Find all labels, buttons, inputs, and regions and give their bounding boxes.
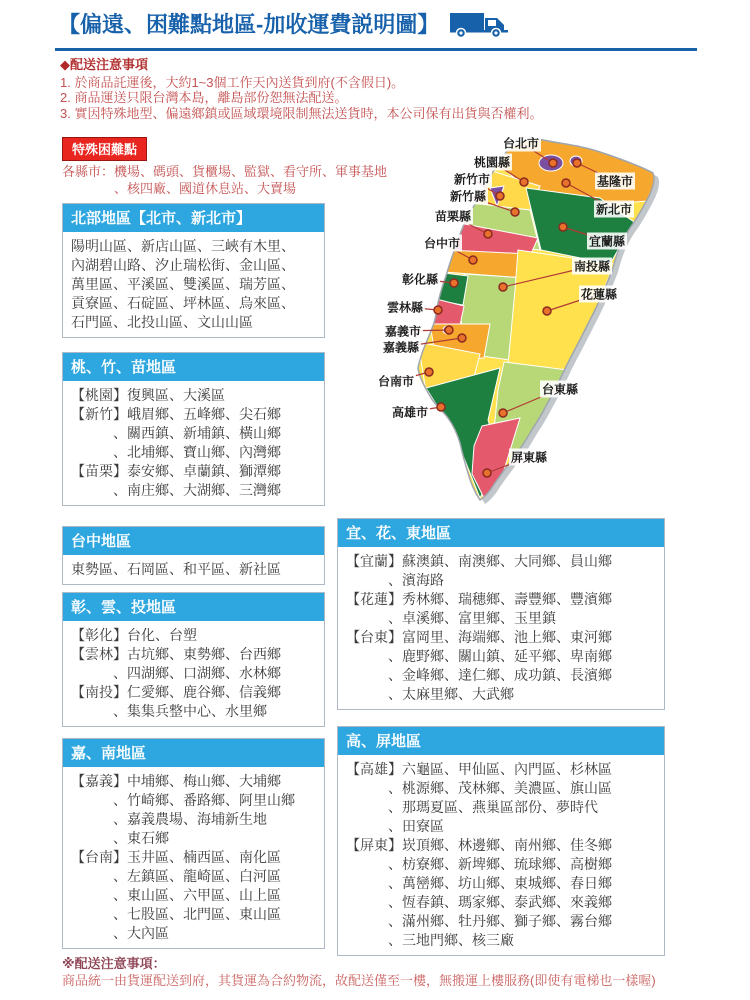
region-box-body	[63, 381, 324, 505]
region-box-yi-hua-dong	[337, 518, 665, 710]
text-line: 石門區、北投山區、文山山區	[71, 314, 253, 330]
map-dot	[511, 208, 519, 216]
text-line: 內湖碧山路、汐止瑞松街、金山區、	[71, 257, 295, 273]
text-line: 、滿州鄉、牡丹鄉、獅子鄉、霧台鄉	[346, 913, 612, 929]
text-line: 【彰化】台化、台塑	[71, 627, 197, 643]
text-line: 、七股區、北門區、東山區	[71, 906, 281, 922]
text-line: 各縣市：機場、碼頭、貨櫃場、監獄、看守所、軍事基地	[62, 164, 388, 179]
text-line: 、東山區、六甲區、山上區	[71, 887, 281, 903]
text-line: 、大內區	[71, 925, 169, 941]
special-difficult-points	[62, 137, 387, 197]
text-line: 2. 商品運送只限台灣本島，離島部份恕無法配送。	[60, 90, 348, 105]
text-line: 、關西鎮、新埔鎮、橫山鄉	[71, 425, 281, 441]
map-dot	[562, 179, 570, 187]
map-label: 新北市	[595, 202, 633, 217]
map-label: 花蓮縣	[580, 287, 618, 302]
text-line: 【台南】玉井區、楠西區、南化區	[71, 849, 281, 865]
region-box-gao-ping	[337, 726, 665, 956]
text-line: 【桃園】復興區、大溪區	[71, 387, 225, 403]
map-dot	[573, 159, 581, 167]
region-box-chia-nan	[62, 738, 325, 949]
text-line: 、核四廠、國道休息站、大賣場	[62, 180, 297, 196]
region-box-title: 桃、竹、苗地區	[63, 353, 324, 381]
map-label: 台東縣	[541, 382, 579, 397]
title-divider	[55, 48, 697, 51]
text-line: 萬里區、平溪區、雙溪區、瑞芳區、	[71, 276, 295, 292]
text-line: 、恆春鎮、瑪家鄉、泰武鄉、來義鄉	[346, 894, 612, 910]
region-box-title: 宜、花、東地區	[338, 519, 664, 547]
map-label: 南投縣	[573, 259, 611, 274]
text-line: 、集集兵整中心、水里鄉	[71, 703, 267, 719]
map-dot	[499, 409, 507, 417]
region-box-tao-chu-miao	[62, 352, 325, 506]
map-label: 嘉義縣	[382, 340, 420, 355]
region-box-body	[63, 555, 324, 584]
map-dot	[543, 307, 551, 315]
text-line: 、三地門鄉、核三廠	[346, 932, 514, 948]
text-line: 1. 於商品託運後，大約1~3個工作天內送貨到府(不含假日)。	[60, 74, 405, 90]
truck-icon	[449, 9, 511, 39]
map-dot	[549, 159, 557, 167]
region-box-body	[63, 621, 324, 726]
text-line: 、竹崎鄉、番路鄉、阿里山鄉	[71, 792, 295, 808]
footer-text: 商品統一由貨運配送到府，其貨運為合約物流，故配送僅至一樓，無搬運上樓服務(即使有電梯也一樣喔)	[62, 973, 656, 988]
map-label: 嘉義市	[384, 324, 422, 339]
map-dot	[437, 403, 445, 411]
map-dot	[445, 326, 453, 334]
text-line: 陽明山區、新店山區、三峽有木里、	[71, 238, 295, 254]
text-line: 貢寮區、石碇區、坪林區、烏來區、	[71, 295, 295, 311]
region-box-body	[338, 755, 664, 955]
map-dot	[434, 306, 442, 314]
map-label: 桃園縣	[473, 155, 511, 170]
map-label: 基隆市	[596, 174, 634, 189]
text-line: 、左鎮區、龍崎區、白河區	[71, 868, 281, 884]
map-label: 新竹市	[453, 172, 491, 187]
map-dot	[484, 230, 492, 238]
text-line: 、那瑪夏區、燕巢區部份、夢時代	[346, 799, 598, 815]
text-line: 東勢區、石岡區、和平區、新社區	[71, 561, 281, 577]
text-line: 【屏東】崁頂鄉、林邊鄉、南州鄉、佳冬鄉	[346, 837, 612, 853]
delivery-notes-heading: ◆配送注意事項	[60, 57, 148, 72]
map-label: 新竹縣	[449, 189, 487, 204]
title-bar	[58, 8, 511, 39]
text-line: 【宜蘭】蘇澳鎮、南澳鄉、大同鄉、員山鄉	[346, 553, 612, 569]
map-label: 高雄市	[391, 405, 429, 420]
text-line: 、田寮區	[346, 818, 444, 834]
map-dot	[425, 368, 433, 376]
text-line: 【台東】富岡里、海端鄉、池上鄉、東河鄉	[346, 629, 612, 645]
map-label: 苗栗縣	[434, 209, 472, 224]
region-box-title: 彰、雲、投地區	[63, 593, 324, 621]
text-line: 【新竹】峨眉鄉、五峰鄉、尖石鄉	[71, 406, 281, 422]
text-line: 【高雄】六龜區、甲仙區、內門區、杉林區	[346, 761, 612, 777]
region-box-body	[63, 232, 324, 337]
text-line: 、卓溪鄉、富里鄉、玉里鎮	[346, 610, 556, 626]
map-label: 宜蘭縣	[588, 234, 626, 249]
map-dot	[520, 178, 528, 186]
footer-heading: ※配送注意事項：	[62, 956, 166, 971]
region-box-body	[338, 547, 664, 709]
text-line: 、北埔鄉、寶山鄉、內灣鄉	[71, 444, 281, 460]
text-line: 【嘉義】中埔鄉、梅山鄉、大埔鄉	[71, 773, 281, 789]
text-line: 、萬巒鄉、坊山鄉、東城鄉、春日鄉	[346, 875, 612, 891]
map-dot	[483, 469, 491, 477]
text-line: 【花蓮】秀林鄉、瑞穗鄉、壽豐鄉、豐濱鄉	[346, 591, 612, 607]
region-box-title: 高、屏地區	[338, 727, 664, 755]
text-line: 、金峰鄉、達仁鄉、成功鎮、長濱鄉	[346, 667, 612, 683]
region-box-chang-yun-tou	[62, 592, 325, 727]
region-box-taichung	[62, 526, 325, 585]
region-box-title: 北部地區【北市、新北市】	[63, 204, 324, 232]
footer-note	[62, 956, 656, 989]
special-points-text	[62, 164, 387, 197]
map-dot	[450, 279, 458, 287]
text-line: 、太麻里鄉、大武鄉	[346, 686, 514, 702]
map-label: 台中市	[423, 236, 461, 251]
map-dot	[496, 192, 504, 200]
map-label: 彰化縣	[401, 272, 439, 287]
text-line: 、桃源鄉、茂林鄉、美濃區、旗山區	[346, 780, 612, 796]
text-line: 【南投】仁愛鄉、鹿谷鄉、信義鄉	[71, 684, 281, 700]
map-label: 台北市	[502, 136, 540, 151]
region-box-title: 台中地區	[63, 527, 324, 555]
text-line: 、鹿野鄉、關山鎮、延平鄉、卑南鄉	[346, 648, 612, 664]
delivery-notes-items	[60, 75, 542, 122]
text-line: 、東石鄉	[71, 830, 169, 846]
delivery-notes	[60, 57, 542, 121]
map-label: 屏東縣	[510, 450, 548, 465]
map-label: 雲林縣	[386, 300, 424, 315]
text-line: 、四湖鄉、口湖鄉、水林鄉	[71, 665, 281, 681]
text-line: 、南庄鄉、大湖鄉、三灣鄉	[71, 482, 281, 498]
text-line: 、濱海路	[346, 572, 444, 588]
page-title: 【偏遠、困難點地區-加收運費説明圖】	[58, 12, 440, 37]
map-dot	[469, 256, 477, 264]
text-line: 【苗栗】泰安鄉、卓蘭鎮、獅潭鄉	[71, 463, 281, 479]
map-dot	[499, 283, 507, 291]
region-box-north	[62, 203, 325, 338]
region-box-title: 嘉、南地區	[63, 739, 324, 767]
region-box-body	[63, 767, 324, 948]
map-label: 台南市	[377, 374, 415, 389]
special-points-badge: 特殊困難點	[62, 137, 147, 161]
text-line: 【雲林】古坑鄉、東勢鄉、台西鄉	[71, 646, 281, 662]
text-line: 、枋寮鄉、新埤鄉、琉球鄉、高樹鄉	[346, 856, 612, 872]
text-line: 3. 實因特殊地型、偏遠鄉鎮或區域環境限制無法送貨時，本公司保有出貨與否權利。	[60, 105, 543, 121]
text-line: 、嘉義農場、海埔新生地	[71, 811, 267, 827]
map-dot	[458, 334, 466, 342]
map-dot	[559, 223, 567, 231]
